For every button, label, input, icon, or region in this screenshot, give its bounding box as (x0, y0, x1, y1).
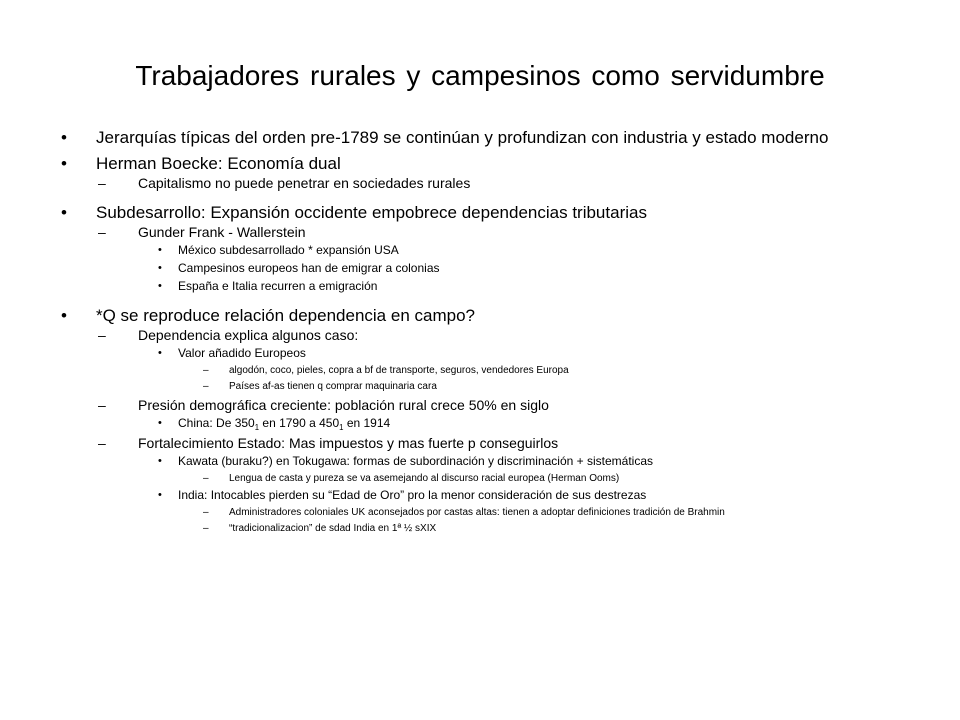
bullet-outline (0, 120, 960, 536)
sub-sub-bullet-item (0, 242, 918, 259)
level-four-text: Lengua de casta y pureza se va asemejando al discurso racial europea (Herman Ooms) (229, 473, 620, 484)
bullet-marker: • (158, 244, 162, 256)
sub-sub-bullet-item (0, 453, 918, 470)
sub-sub-bullet-item (0, 260, 918, 277)
bullet-marker: • (61, 128, 67, 147)
dash-marker: – (98, 327, 106, 343)
level-four-item (0, 364, 929, 378)
bullet-item (0, 155, 860, 172)
bullet-marker: • (158, 455, 162, 467)
sub-bullet-item (0, 435, 898, 452)
bullet-marker: • (61, 154, 67, 173)
sub-bullet-text: Gunder Frank - Wallerstein (138, 224, 306, 240)
bullet-item (0, 307, 860, 324)
dash-marker: – (98, 435, 106, 451)
dash-marker: – (203, 365, 209, 376)
sub-sub-bullet-text: Kawata (buraku?) en Tokugawa: formas de subordinación y discriminación + sistemáticas (178, 454, 654, 468)
sub-bullet-text: Capitalismo no puede penetrar en sociedades rurales (138, 175, 471, 191)
sub-sub-bullet-item (0, 487, 918, 504)
sub-sub-bullet-item (0, 415, 918, 432)
dash-marker: – (98, 224, 106, 240)
level-four-item (0, 506, 929, 520)
bullet-marker: • (158, 489, 162, 501)
bullet-item (0, 204, 860, 221)
slide-title: Trabajadores rurales y campesinos como servidumbre (135, 60, 825, 91)
sub-sub-bullet-text: Valor añadido Europeos (178, 346, 306, 360)
sub-sub-bullet-text: India: Intocables pierden su “Edad de Oro” pro la menor consideración de sus destrezas (178, 488, 647, 502)
level-four-text: “tradicionalizacion” de sdad India en 1ª ½ sXIX (229, 523, 437, 534)
sub-sub-bullet-text: España e Italia recurren a emigración (178, 279, 378, 293)
bullet-text: Jerarquías típicas del orden pre-1789 se continúan y profundizan con industria y estado moderno (96, 128, 829, 147)
dash-marker: – (203, 523, 209, 534)
bullet-item (0, 129, 860, 146)
sub-sub-bullet-item (0, 345, 918, 362)
bullet-text: Herman Boecke: Economía dual (96, 154, 341, 173)
bullet-marker: • (61, 203, 67, 222)
dash-marker: – (203, 473, 209, 484)
bullet-marker: • (158, 280, 162, 292)
bullet-text: *Q se reproduce relación dependencia en campo? (96, 306, 475, 325)
level-four-item (0, 522, 929, 536)
sub-bullet-item (0, 175, 898, 192)
bullet-marker: • (158, 417, 162, 429)
bullet-text: Subdesarrollo: Expansión occidente empobrece dependencias tributarias (96, 203, 647, 222)
sub-bullet-text: Dependencia explica algunos caso: (138, 327, 359, 343)
sub-sub-bullet-text: China: De $350_1$ en 1790 a $450_1$ en 1914 (178, 416, 391, 432)
sub-sub-bullet-text: Campesinos europeos han de emigrar a colonias (178, 261, 440, 275)
sub-sub-bullet-text: México subdesarrollado * expansión USA (178, 243, 399, 257)
sub-bullet-text: Fortalecimiento Estado: Mas impuestos y mas fuerte p conseguirlos (138, 435, 559, 451)
dash-marker: – (203, 381, 209, 392)
sub-sub-bullet-item (0, 278, 918, 295)
level-four-item (0, 380, 929, 394)
level-four-text: algodón, coco, pieles, copra a bf de transporte, seguros, vendedores Europa (229, 365, 569, 376)
bullet-marker: • (158, 347, 162, 359)
sub-bullet-text: Presión demográfica creciente: población rural crece 50% en siglo (138, 397, 549, 413)
dash-marker: – (98, 175, 106, 191)
dash-marker: – (203, 507, 209, 518)
bullet-marker: • (158, 262, 162, 274)
sub-bullet-item (0, 224, 898, 241)
level-four-item (0, 472, 929, 486)
level-four-text: Administradores coloniales UK aconsejados por castas altas: tienen a adoptar definiciones tradición de Brahmin (229, 507, 725, 518)
dash-marker: – (98, 397, 106, 413)
level-four-text: Países af-as tienen q comprar maquinaria cara (229, 381, 437, 392)
sub-bullet-item (0, 397, 898, 414)
bullet-marker: • (61, 306, 67, 325)
sub-bullet-item (0, 327, 898, 344)
